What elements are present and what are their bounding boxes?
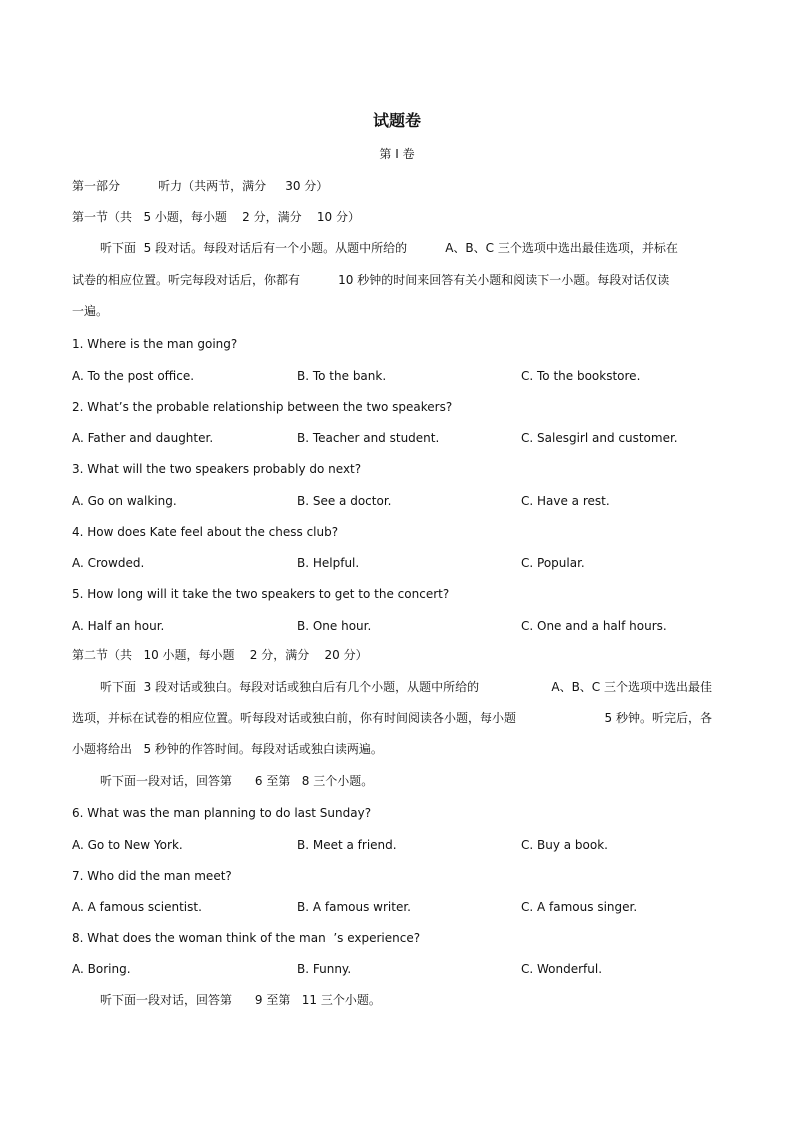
question-1: 1. Where is the man going? <box>72 337 238 351</box>
option-b[interactable]: B. Funny. <box>297 962 352 976</box>
option-b[interactable]: B. See a doctor. <box>297 494 392 508</box>
section2-instruction-line <box>72 708 712 728</box>
question-6: 6. What was the man planning to do last Sunday? <box>72 806 372 820</box>
option-c[interactable]: C. Salesgirl and customer. <box>521 431 678 445</box>
part-heading: 第一部分 听力（共两节，满分 30 分） <box>72 179 329 193</box>
section1-instruction-line: 听下面 5 段对话。每段对话后有一个小题。从题中所给的 A、B、C 三个选项中选出最佳选项，并标在 <box>100 241 678 255</box>
option-a[interactable]: A. A famous scientist. <box>72 900 202 914</box>
question-5: 5. How long will it take the two speakers to get to the concert? <box>72 587 450 601</box>
option-c[interactable]: C. Popular. <box>521 556 585 570</box>
section1-instruction-line: 试卷的相应位置。听完每段对话后，你都有 10 秒钟的时间来回答有关小题和阅读下一小题。每段对话仅读 <box>72 273 670 287</box>
section2-instruction-line: 小题将给出 5 秒钟的作答时间。每段对话或独白读两遍。 <box>72 742 383 756</box>
option-b[interactable]: B. One hour. <box>297 619 372 633</box>
section2-heading: 第二节（共 10 小题，每小题 2 分，满分 20 分） <box>72 648 368 662</box>
instruction-segment: 5 秒钟。听完后，各 <box>604 711 712 725</box>
section1-instruction-line: 一遍。 <box>72 304 109 318</box>
option-a[interactable]: A. To the post office. <box>72 369 195 383</box>
instruction-segment: 选项，并标在试卷的相应位置。听每段对话或独白前，你有时间阅读各小题，每小题 <box>72 711 517 725</box>
question-2: 2. What’s the probable relationship between the two speakers? <box>72 400 453 414</box>
option-a[interactable]: A. Crowded. <box>72 556 145 570</box>
instruction-segment: A、B、C 三个选项中选出最佳 <box>551 680 712 694</box>
option-a[interactable]: A. Boring. <box>72 962 131 976</box>
question-8: 8. What does the woman think of the man ’s experience? <box>72 931 421 945</box>
group-intro: 听下面一段对话，回答第 6 至第 8 三个小题。 <box>100 774 374 788</box>
option-b[interactable]: B. A famous writer. <box>297 900 411 914</box>
page-title: 试题卷 <box>372 111 421 130</box>
question-4: 4. How does Kate feel about the chess club? <box>72 525 339 539</box>
question-3: 3. What will the two speakers probably do next? <box>72 462 362 476</box>
option-c[interactable]: C. Have a rest. <box>521 494 610 508</box>
section1-heading: 第一节（共 5 小题，每小题 2 分，满分 10 分） <box>72 210 360 224</box>
section2-instruction-line <box>100 677 712 697</box>
option-c[interactable]: C. Buy a book. <box>521 838 608 852</box>
option-c[interactable]: C. To the bookstore. <box>521 369 641 383</box>
volume-label: 第 I 卷 <box>379 147 415 161</box>
instruction-segment: 听下面 3 段对话或独白。每段对话或独白后有几个小题，从题中所给的 <box>100 680 480 694</box>
option-a[interactable]: A. Go to New York. <box>72 838 183 852</box>
question-7: 7. Who did the man meet? <box>72 869 232 883</box>
option-c[interactable]: C. A famous singer. <box>521 900 638 914</box>
option-a[interactable]: A. Father and daughter. <box>72 431 214 445</box>
option-a[interactable]: A. Go on walking. <box>72 494 177 508</box>
option-a[interactable]: A. Half an hour. <box>72 619 165 633</box>
group-intro: 听下面一段对话，回答第 9 至第 11 三个小题。 <box>100 993 381 1007</box>
option-b[interactable]: B. Helpful. <box>297 556 360 570</box>
option-b[interactable]: B. Teacher and student. <box>297 431 440 445</box>
option-c[interactable]: C. One and a half hours. <box>521 619 667 633</box>
option-b[interactable]: B. Meet a friend. <box>297 838 397 852</box>
option-b[interactable]: B. To the bank. <box>297 369 387 383</box>
option-c[interactable]: C. Wonderful. <box>521 962 603 976</box>
